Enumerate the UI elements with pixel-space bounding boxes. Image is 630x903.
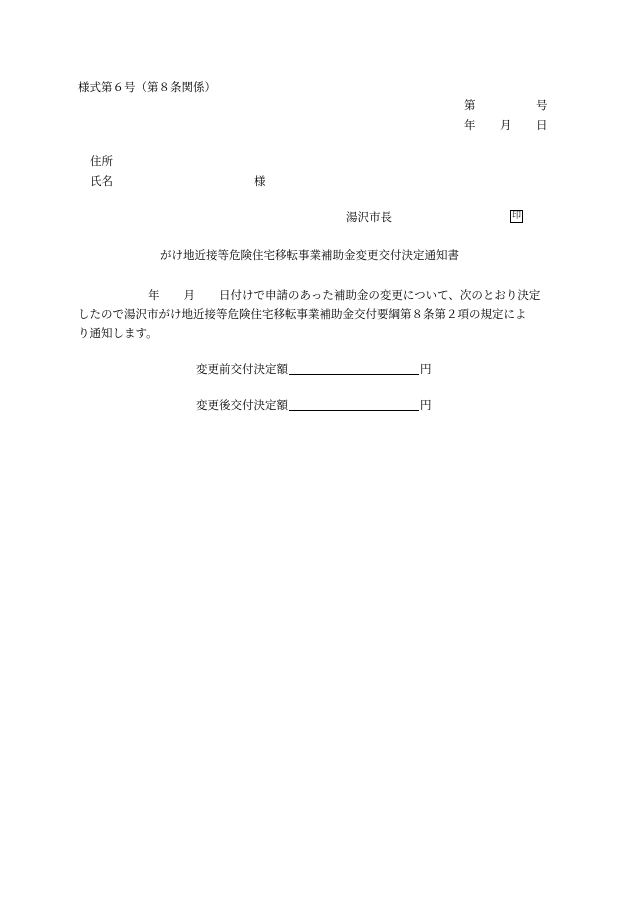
document-number-prefix: 第: [464, 98, 476, 112]
seal-mark: 印: [511, 211, 521, 221]
body-line-2: したので湯沢市がけ地近接等危険住宅移転事業補助金交付要綱第８条第２項の規定によ: [78, 307, 527, 321]
amount-after-blank: [289, 398, 419, 411]
date-day-label: 日: [536, 118, 548, 132]
honorific-sama: 様: [254, 174, 266, 188]
body-text: [78, 286, 553, 343]
address-label: 住所: [90, 154, 113, 168]
document-title: がけ地近接等危険住宅移転事業補助金変更交付決定通知書: [160, 248, 459, 262]
body-line-3: り通知します。: [78, 326, 158, 340]
form-number: 様式第６号（第８条関係）: [78, 80, 216, 94]
amount-after-unit: 円: [420, 397, 432, 412]
body-line-1: [78, 286, 553, 305]
issuer-title: 湯沢市長: [346, 210, 392, 224]
date-month-label: 月: [500, 118, 512, 132]
amount-after-label: 変更後交付決定額: [196, 397, 288, 412]
body-line-1-text: 日付けで申請のあった補助金の変更について、次のとおり決定: [219, 288, 541, 302]
date-year-label: 年: [464, 118, 476, 132]
name-label: 氏名: [90, 174, 113, 188]
body-year-label: 年: [148, 288, 160, 302]
amount-before-row: [196, 362, 432, 375]
amount-before-blank: [289, 362, 419, 375]
amount-before-label: 変更前交付決定額: [196, 361, 288, 376]
amount-before-unit: 円: [420, 361, 432, 376]
document-number-suffix: 号: [536, 98, 548, 112]
amount-after-row: [196, 398, 432, 411]
body-month-label: 月: [183, 288, 195, 302]
